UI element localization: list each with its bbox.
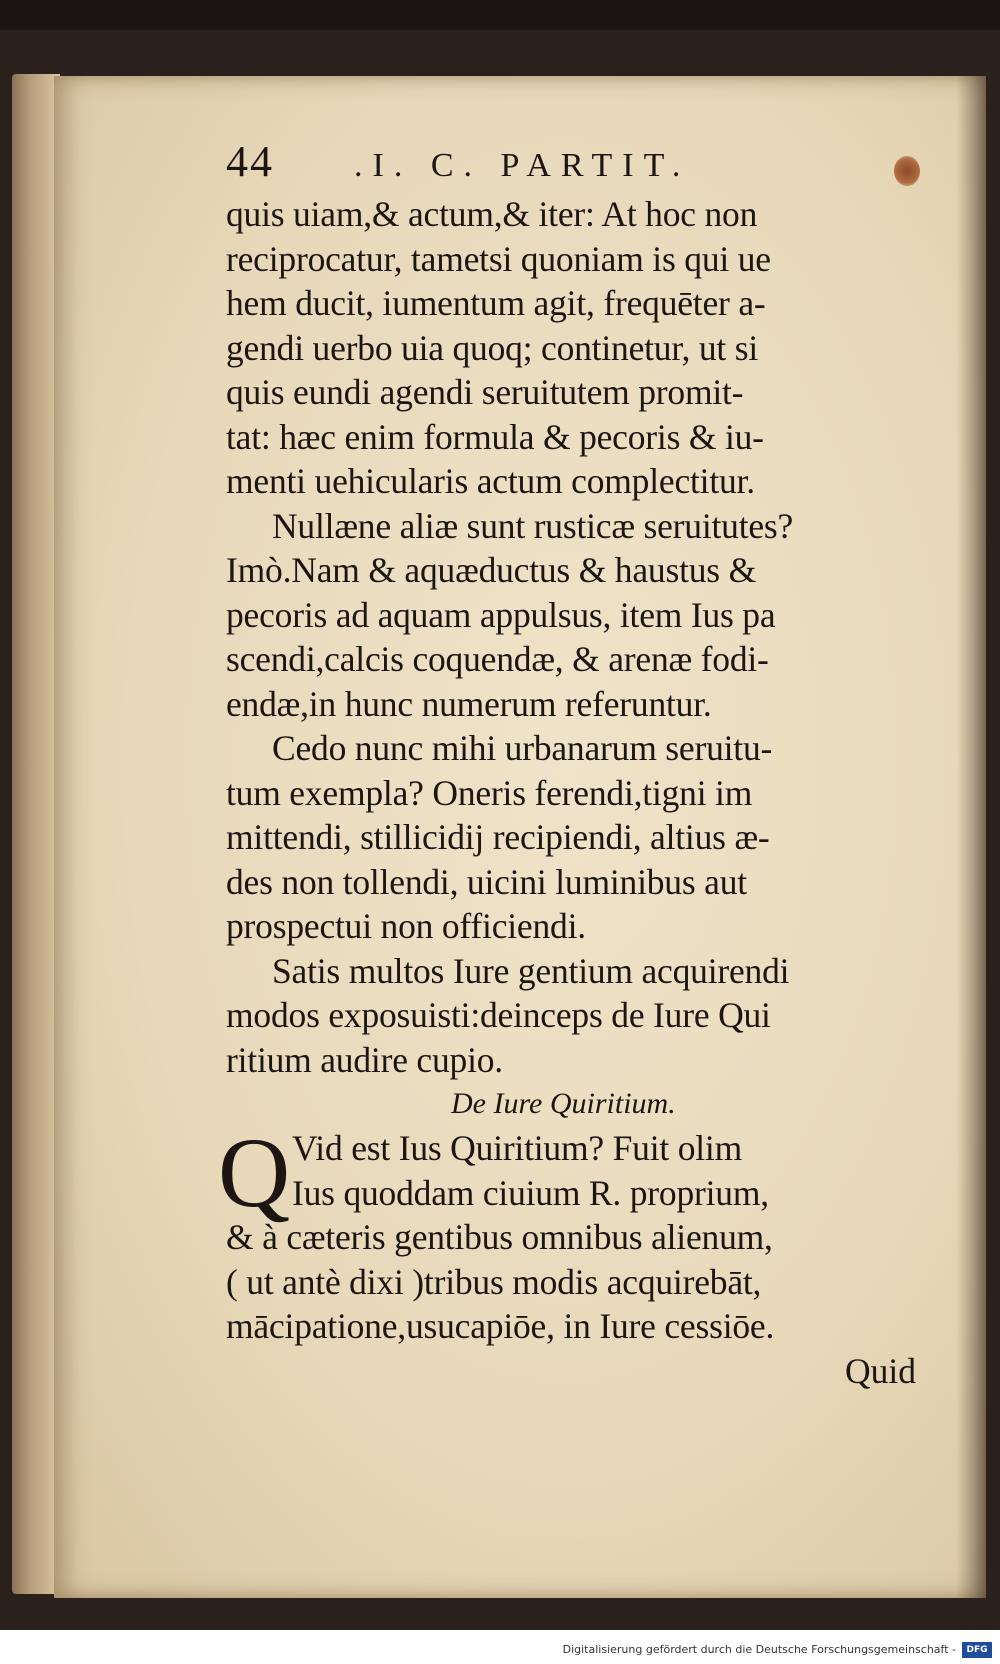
running-head: .I. C. PARTIT. (354, 147, 691, 184)
page-text (218, 136, 926, 1393)
text-line: des non tollendi, uicini luminibus aut (226, 861, 747, 902)
text-line: prospectui non officiendi. (226, 906, 586, 946)
text-line: Satis multos Iure gentium acquirendi (272, 950, 790, 991)
text-line: modos exposuisti:deinceps de Iure Qui (226, 995, 771, 1035)
text-line: ritium audire cupio. (226, 1039, 503, 1080)
text-line: tum exempla? Oneris ferendi,tigni im (226, 772, 753, 813)
drop-cap: Q (218, 1117, 291, 1228)
text-line: quis eundi agendi seruitutem promit- (226, 372, 744, 412)
text-line: ( ut antè dixi )tribus modis acquirebāt, (226, 1261, 762, 1302)
dfg-logo-icon: DFG (962, 1642, 992, 1658)
text-line: endæ,in hunc numerum referuntur. (226, 683, 712, 724)
question-paragraph (226, 504, 926, 727)
body-paragraph (226, 192, 926, 504)
question-paragraph (226, 726, 926, 949)
text-line: scendi,calcis coquendæ, & arenæ fodi- (226, 639, 769, 679)
digitization-footer (0, 1630, 1000, 1664)
page-header (226, 136, 926, 192)
text-line: mittendi, stillicidij recipiendi, altius æ- (226, 817, 770, 857)
text-line: mācipatione,usucapiōe, in Iure cessiōe. (226, 1306, 775, 1346)
text-line: gendi uerbo uia quoq; continetur, ut si (226, 327, 759, 368)
question-paragraph (226, 949, 926, 1083)
text-line: Cedo nunc mihi urbanarum seruitu- (272, 728, 773, 768)
text-line: Imò.Nam & aquæductus & haustus & (226, 550, 757, 590)
text-line: quis uiam,& actum,& iter: At hoc non (226, 194, 758, 234)
footer-credit: Digitalisierung gefördert durch die Deutsche Forschungsgemeinschaft - (562, 1643, 956, 1656)
section-heading: De Iure Quiritium. (451, 1087, 676, 1120)
text-line: Vid est Ius Quiritium? Fuit olim (292, 1128, 743, 1168)
text-line: reciprocatur, tametsi quoniam is qui ue (226, 238, 771, 279)
text-line: Nullæne aliæ sunt rusticæ seruitutes? (272, 505, 794, 546)
page-edges (12, 74, 60, 1594)
page-gutter-shadow (956, 76, 986, 1598)
text-line: tat: hæc enim formula & pecoris & iu- (226, 416, 764, 457)
section-paragraph (218, 1117, 926, 1349)
text-line: hem ducit, iumentum agit, frequēter a- (226, 283, 766, 323)
text-line: menti uehicularis actum complectitur. (226, 461, 755, 501)
text-line: pecoris ad aquam appulsus, item Ius pa (226, 594, 776, 635)
page-number: 44 (226, 137, 274, 186)
text-line: & à cæteris gentibus omnibus alienum, (226, 1217, 773, 1257)
catchword: Quid (845, 1350, 916, 1391)
text-line: Ius quoddam ciuium R. proprium, (292, 1172, 769, 1213)
